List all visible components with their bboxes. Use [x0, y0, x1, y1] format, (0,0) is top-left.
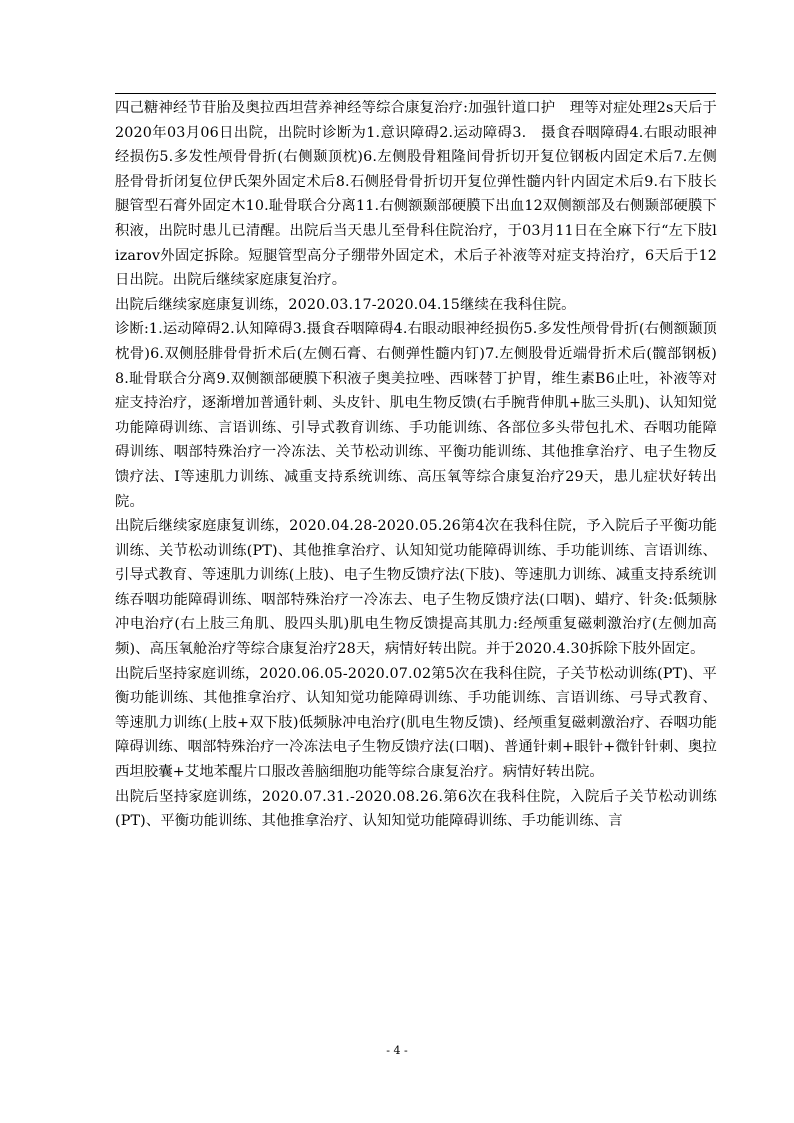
paragraph-5: 出院后坚持家庭训练，2020.06.05-2020.07.02第5次在我科住院，子关节松动训练(PT)、平衡功能训练、其他推拿治疗、认知知觉功能障碍训练、手功能训练、言语训练、弓导式教育、等速肌力训练(上肢+双下肢)低频脉冲电治疗(肌电生物反馈)、经颅重复磁刺激治疗、吞咽功能障碍训练、咽部特殊治疗一冷冻法电子生物反馈疗法(口咽)、普通针刺+眼针+微针针刺、奥拉西坦胶囊+艾地苯醌片口服改善脑细胞功能等综合康复治疗。病情好转出院。: [115, 665, 717, 781]
paragraph-4: 出院后继续家庭康复训练，2020.04.28-2020.05.26第4次在我科住院，予入院后子平衡功能训练、关节松动训练(PT)、其他推拿治疗、认知知觉功能障碍训练、手功能训练、言语训练、引导式教育、等速肌力训练(上肢)、电子生物反馈疗法(下肢)、等速肌力训练、减重支持系统训练吞咽功能障碍训练、咽部特殊治疗一冷冻去、电子生物反馈疗法(口咽)、蜡疗、针灸:低频脉冲电治疗(右上肢三角肌、股四头肌)肌电生物反馈提高其肌力:经颅重复磁刺激治疗(左侧加高频)、高压氧舱治疗等综合康复治疗28天，病情好转出院。并于2020.4.30拆除下肢外固定。: [115, 518, 717, 658]
body-text: [115, 96, 717, 834]
paragraph-6: 出院后坚持家庭训练，2020.07.31.-2020.08.26.第6次在我科住院，入院后子关节松动训练(PT)、平衡功能训练、其他推拿治疗、认知知觉功能障碍训练、手功能训练、言: [115, 788, 717, 830]
page-number: - 4 -: [386, 1044, 408, 1057]
header-rule: [115, 93, 716, 94]
paragraph-3: 诊断:1.运动障碍2.认知障碍3.摄食吞咽障碍4.右眼动眼神经损伤5.多发性颅骨骨折(右侧额颞顶枕骨)6.双侧胫腓骨骨折术后(左侧石膏、右侧弹性髓内钉)7.左侧股骨近端骨折术后(髋部钢板)8.耻骨联合分离9.双侧额部硬膜下积液子奥美拉唑、西咪替丁护胃，维生素B6止吐，补液等对症支持治疗，逐渐增加普通针刺、头皮针、肌电生物反馈(右手腕背伸肌+肱三头肌)、认知知觉功能障碍训练、言语训练、引导式教育训练、手功能训练、各部位多头带包扎术、吞咽功能障碍训练、咽部特殊治疗一冷冻法、关节松动训练、平衡功能训练、其他推拿治疗、电子生物反馈疗法、I等速肌力训练、减重支持系统训练、高压氧等综合康复治疗29天，患儿症状好转出院。: [115, 321, 717, 510]
paragraph-2: 出院后继续家庭康复训练，2020.03.17-2020.04.15继续在我科住院。: [115, 296, 576, 313]
paragraph-1: 四己糖神经节苷胎及奥拉西坦营养神经等综合康复治疗:加强针道口护 理等对症处理2s天后于2020年03月06日出院，出院时诊断为1.意识障碍2.运动障碍3. 摄食吞咽障碍4.右眼动眼神经损伤5.多发性颅骨骨折(右侧颞顶枕)6.左侧股骨粗隆间骨折切开复位钢板内固定术后7.左侧胫骨骨折闭复位伊氏架外固定术后8.石侧胫骨骨折切开复位弹性髓内针内固定术后9.右下肢长腿管型石膏外固定木10.耻骨联合分离11.右侧额颞部硬膜下出血12双侧额部及右侧颞部硬膜下积液，出院时患儿已清醒。出院后当天患儿至骨科住院治疗，于03月11日在全麻下行“左下肢lizarov外固定拆除。短腿管型高分子绷带外固定术，术后子补液等对症支持治疗，6天后于12日出院。出院后继续家庭康复治疗。: [115, 100, 717, 289]
